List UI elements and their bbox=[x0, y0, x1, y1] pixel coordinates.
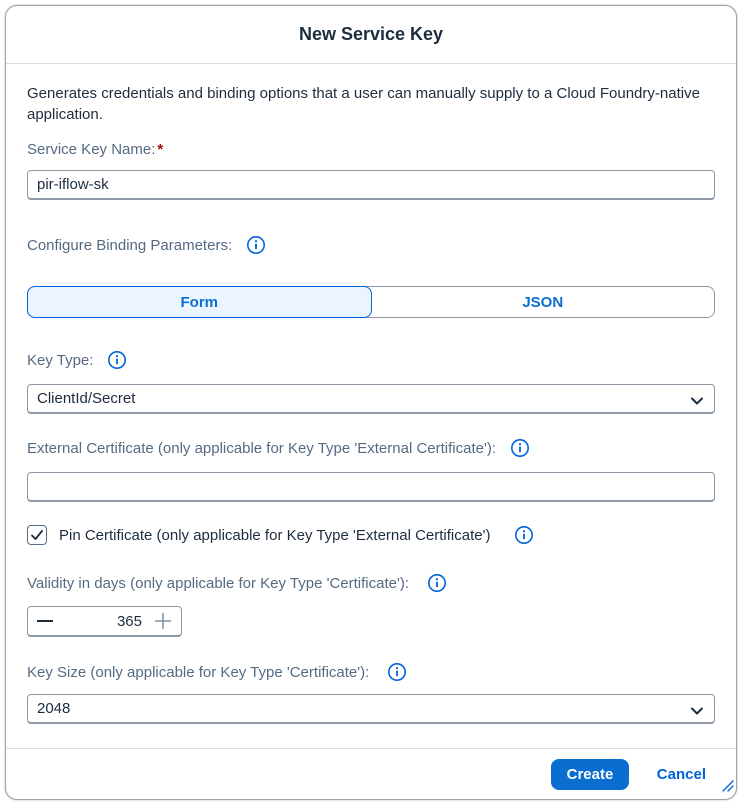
key-size-select[interactable] bbox=[27, 694, 715, 724]
dialog-description: Generates credentials and binding options that a user can manually supply to a Cloud Foundry-native application. bbox=[27, 85, 700, 123]
service-key-name-input[interactable] bbox=[27, 170, 715, 200]
chevron-down-icon[interactable] bbox=[690, 393, 704, 410]
info-icon[interactable] bbox=[427, 573, 447, 593]
decrement-button[interactable] bbox=[28, 619, 62, 623]
new-service-key-dialog bbox=[5, 5, 737, 800]
key-type-label-text: Key Type: bbox=[27, 351, 94, 369]
info-icon[interactable] bbox=[107, 350, 127, 370]
key-size-label-text: Key Size (only applicable for Key Type 'Certificate'): bbox=[27, 663, 370, 681]
validity-value[interactable]: 365 bbox=[116, 612, 142, 630]
resize-handle-icon[interactable] bbox=[720, 778, 734, 797]
info-icon[interactable] bbox=[387, 662, 407, 682]
service-key-name-label bbox=[27, 141, 163, 158]
pin-certificate-label bbox=[59, 525, 534, 545]
binding-parameters-label bbox=[27, 235, 266, 255]
info-icon[interactable] bbox=[246, 235, 266, 255]
external-certificate-label bbox=[27, 438, 530, 458]
chevron-down-icon[interactable] bbox=[690, 703, 704, 720]
create-button[interactable]: Create bbox=[551, 759, 629, 790]
key-size-label bbox=[27, 662, 407, 682]
pin-certificate-label-text: Pin Certificate (only applicable for Key Type 'External Certificate') bbox=[59, 526, 491, 544]
validity-stepper bbox=[27, 606, 182, 637]
external-certificate-label-text: External Certificate (only applicable for Key Type 'External Certificate'): bbox=[27, 439, 496, 457]
tab-form[interactable]: Form bbox=[27, 286, 372, 318]
external-certificate-input[interactable] bbox=[27, 472, 715, 502]
minus-icon bbox=[37, 619, 53, 623]
validity-label bbox=[27, 573, 447, 593]
cancel-button[interactable]: Cancel bbox=[656, 766, 706, 783]
binding-mode-segmented-button bbox=[27, 286, 715, 318]
validity-label-text: Validity in days (only applicable for Key Type 'Certificate'): bbox=[27, 574, 410, 592]
tab-json[interactable]: JSON bbox=[522, 293, 564, 311]
key-type-select[interactable] bbox=[27, 384, 715, 414]
info-icon[interactable] bbox=[510, 438, 530, 458]
increment-button[interactable] bbox=[146, 613, 180, 629]
service-key-name-value: pir-iflow-sk bbox=[37, 176, 109, 193]
plus-icon bbox=[155, 613, 171, 629]
key-size-value: 2048 bbox=[37, 700, 71, 717]
required-marker: * bbox=[157, 141, 164, 158]
dialog-title: New Service Key bbox=[6, 6, 736, 64]
key-type-label bbox=[27, 350, 127, 370]
dialog-footer bbox=[6, 748, 736, 799]
service-key-name-label-text: Service Key Name: bbox=[27, 141, 156, 158]
key-type-value: ClientId/Secret bbox=[37, 390, 136, 407]
binding-parameters-label-text: Configure Binding Parameters: bbox=[27, 236, 233, 254]
info-icon[interactable] bbox=[514, 525, 534, 545]
pin-certificate-checkbox[interactable] bbox=[27, 525, 47, 545]
checkmark-icon bbox=[30, 529, 44, 541]
